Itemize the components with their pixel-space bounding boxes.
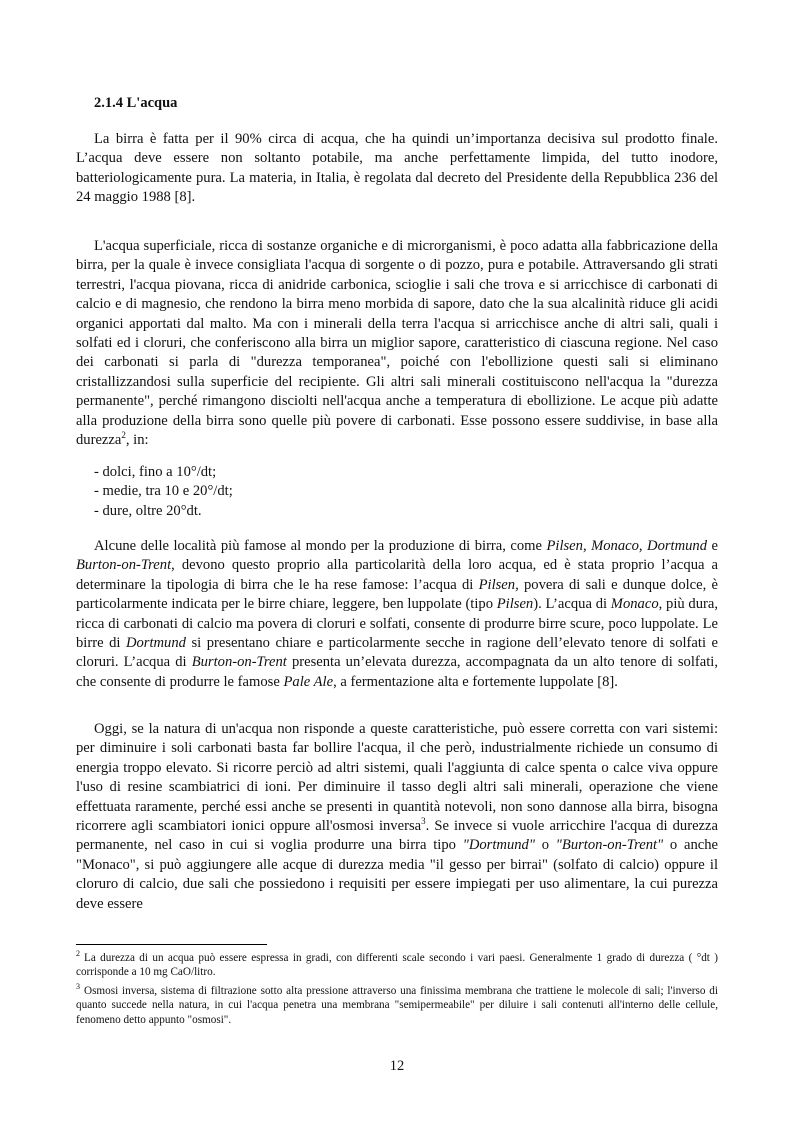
- paragraph-2: [76, 237, 718, 450]
- p3-text: ,: [638, 538, 648, 554]
- p3-beer-style: Pale Ale: [283, 673, 334, 690]
- p3-text: Alcune delle località più famose al mondo per la produzione di birra, come: [94, 538, 547, 554]
- p3-text: , a fermentazione alta e fortemente luppolate [8].: [333, 673, 618, 690]
- p3-text: e: [707, 538, 718, 554]
- footnote-ref-2: 2: [121, 430, 126, 441]
- footnote-mark: 3: [76, 982, 80, 992]
- footnote-3: [76, 984, 718, 1027]
- p3-text: ,: [582, 538, 592, 554]
- p3-city: Pilsen: [546, 538, 583, 554]
- p4-text: o: [534, 837, 556, 854]
- footnote-divider: [76, 944, 267, 945]
- paragraph-4: [76, 720, 718, 914]
- footnote-2: [76, 951, 718, 980]
- p3-text: presenta un’elevata durezza, accompagnata da un alto tenore di solfati, che consente di produrre le famose: [76, 654, 718, 690]
- p3-text: ). L’acqua di: [533, 596, 611, 613]
- p3-city: Dortmund: [647, 538, 708, 554]
- p3-text: , devono questo proprio alla particolarità della loro acqua, ed è stata proprio l’acqua a determinare la tipologia di birra che le ha rese famose: l’acqua di: [76, 557, 718, 593]
- p3-city: Dortmund: [125, 635, 186, 652]
- p3-text: si presentano chiare e particolarmente secche in ragione dell’elevato tenore di solfati e cloruri. L’acqua di: [76, 635, 718, 671]
- p4-text: . Se invece si vuole arricchire l'acqua di durezza permanente, nel caso in cui si voglia produrre una birra tipo: [76, 818, 718, 854]
- paragraph-2-text: L'acqua superficiale, ricca di sostanze organiche e di microrganismi, è poco adatta alla fabbricazione della birra, per la quale è invece consigliata l'acqua di sorgente o di pozzo, pura e potabile. Attraversando gli strati terrestri, l'acqua piovana, ricca di anidride carbonica, scioglie i sali che trova e si arricchisce di carbonati di calcio e di magnesio, che rendono la birra meno morbida di sapore, dato che la sua alcalinità riduce gli acidi organici apportati dal malto. Ma con i minerali della terra l'acqua si arricchisce anche di altri sali, quali i solfati ed i cloruri, che conferiscono alla birra un miglior sapore, caratteristico di ciascuna regione. Nel caso dei carbonati si parla di "durezza temporanea", poiché con l'ebollizione questi sali si eliminano cristallizzandosi sulla superficie del recipiente. Gli altri sali minerali costituiscono nell'acqua la "durezza permanente", perché rimangono disciolti nell'acqua anche a temperatura di ebollizione. Le acque più adatte alla produzione della birra sono quelle più povere di carbonati. Esse possono essere suddivise, in base alla durezza: [76, 238, 718, 449]
- list-item: - dure, oltre 20°dt.: [94, 502, 202, 519]
- footnote-text: La durezza di un acqua può essere espressa in gradi, con differenti scale secondo i vari paesi. Generalmente 1 grado di durezza ( °dt ) corrisponde a 10 mg CaO/litro.: [76, 952, 718, 979]
- section-heading: 2.1.4 L'acqua: [94, 95, 178, 111]
- footnote-ref-3: 3: [421, 816, 426, 827]
- p3-city: Burton-on-Trent: [76, 557, 172, 574]
- p3-city: Monaco: [591, 538, 639, 554]
- paragraph-3: [76, 537, 718, 692]
- paragraph-1: La birra è fatta per il 90% circa di acqua, che ha quindi un’importanza decisiva sul prodotto finale. L’acqua deve essere non soltanto potabile, ma anche perfettamente limpida, del tutto inodore, batteriologicamente pura. La materia, in Italia, è regolata dal decreto del Presidente della Repubblica 236 del 24 maggio 1988 [8].: [76, 131, 718, 206]
- p3-city: Pilsen: [496, 596, 534, 613]
- page-number: 12: [389, 1058, 405, 1074]
- paragraph-2-tail: , in:: [125, 432, 149, 449]
- p3-text: povera di sali e dunque dolce, è particolarmente indicata per le birre chiare, leggere, ben luppolate (tipo: [76, 576, 719, 613]
- footnote-text: Osmosi inversa, sistema di filtrazione sotto alta pressione attraverso una finissima membrana che trattiene le molecole di sali; l'inverso di quanto succede nella natura, in cui l'acqua penetra una membrana "semipermeabile" per diluire i sali contenuti all'interno delle cellule, fenomeno detto appunto "osmosi".: [76, 985, 718, 1026]
- p4-text: Oggi, se la natura di un'acqua non risponde a queste caratteristiche, può essere corretta con vari sistemi: per diminuire i soli carbonati basta far bollire l'acqua, il che però, industrialmente richiede un consumo di energia troppo elevato. Si ricorre perciò ad altri sistemi, quali l'aggiunta di calce spenta o calce viva oppure l'uso di resine scambiatrici di ioni. Per diminuire il tasso degli altri sali minerali, operazione che viene effettuata raramente, perché essi anche se presenti in quantità notevoli, non sono dannose alla birra, bisogna ricorrere agli scambiatori ionici oppure all'osmosi inversa: [76, 721, 718, 835]
- p3-city: Pilsen,: [478, 576, 519, 593]
- p4-beer-type: "Burton-on-Trent": [555, 837, 664, 854]
- list-item: - dolci, fino a 10°/dt;: [94, 464, 217, 480]
- p3-text: , più dura, ricca di carbonati di calcio ma povera di cloruri e solfati, consente di produrre birre scure, poco luppolate. Le birre di: [76, 596, 718, 652]
- hardness-list: [94, 463, 233, 521]
- footnote-mark: 2: [76, 949, 80, 959]
- p3-city: Burton-on-Trent: [191, 654, 287, 671]
- p4-text: o anche "Monaco", si può aggiungere alle acque di durezza media "il gesso per birrai" (solfato di calcio) oppure il cloruro di calcio, due sali che possiedono i requisiti per essere impiegati per uso alimentare, la cui purezza deve essere: [76, 837, 718, 912]
- list-item: - medie, tra 10 e 20°/dt;: [94, 483, 233, 500]
- p4-beer-type: "Dortmund": [462, 837, 535, 854]
- p3-city: Monaco: [610, 596, 659, 613]
